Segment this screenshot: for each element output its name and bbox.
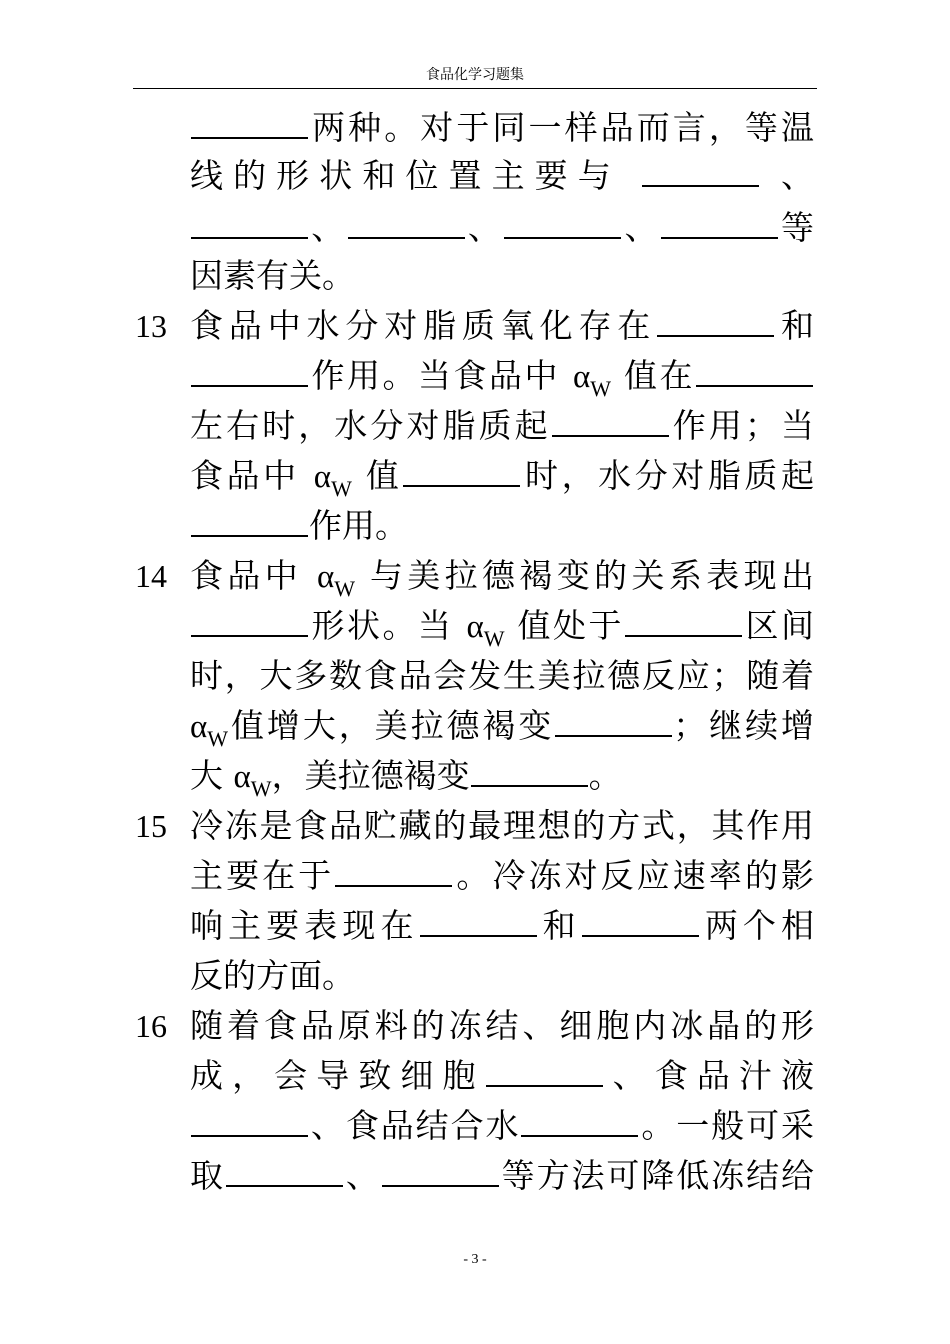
blank[interactable]	[226, 1184, 343, 1187]
blank[interactable]	[191, 1134, 308, 1137]
q13-line-4: 食品中 $\alpha_W$ 值 时，水分对脂质起	[190, 456, 815, 501]
q16-line-3: 、食品结合水 。一般可采	[190, 1101, 814, 1151]
q15-line-1: 冷冻是食品贮藏的最理想的方式，其作用	[190, 806, 814, 845]
blank[interactable]	[625, 634, 742, 637]
q14-line-3: 时，大多数食品会发生美拉德反应；随着	[190, 656, 814, 695]
q15-line-2: 主要在于 。冷冻对反应速率的影	[190, 856, 815, 895]
water-activity-symbol: $\alpha_W$	[466, 609, 505, 651]
water-activity-symbol: $\alpha_W$	[190, 709, 229, 751]
q12-line-1: 两种。对于同一样品而言，等温	[190, 103, 814, 153]
blank[interactable]	[521, 1134, 638, 1137]
blank[interactable]	[191, 634, 308, 637]
water-activity-symbol: $\alpha_W$	[233, 759, 272, 801]
q13-line-1: 食品中水分对脂质氧化存在 和	[190, 306, 815, 345]
q16-line-2: 成，会导致细胞 、食品汁液	[190, 1056, 815, 1095]
blank[interactable]	[504, 236, 621, 239]
q12-line-2: 线的形状和位置主要与 、	[190, 156, 814, 195]
blank[interactable]	[582, 934, 699, 937]
q14-line-5: 大 $\alpha_W$，美拉德褐变 。	[190, 756, 622, 801]
blank[interactable]	[191, 384, 308, 387]
q13-line-3: 左右时，水分对脂质起 作用；当	[190, 406, 815, 445]
q15-line-3: 响主要表现在 和 两个相	[190, 906, 815, 945]
q13-line-5: 作用。	[190, 501, 814, 551]
page-number: - 3 -	[463, 1252, 487, 1267]
question-number: 15	[135, 808, 167, 844]
q13-line-2: 作用。当食品中 $\alpha_W$ 值在	[190, 351, 814, 401]
blank[interactable]	[661, 236, 778, 239]
page-header: 食品化学习题集	[426, 67, 524, 83]
blank[interactable]	[191, 136, 308, 139]
question-number: 16	[135, 1008, 167, 1044]
blank[interactable]	[696, 384, 813, 387]
question-number: 14	[135, 558, 167, 594]
blank[interactable]	[552, 434, 669, 437]
blank[interactable]	[657, 334, 774, 337]
water-activity-symbol: $\alpha_W$	[317, 559, 356, 601]
q16-line-4: 取 、 等方法可降低冻结给	[190, 1156, 815, 1195]
q14-line-1: 食品中 $\alpha_W$ 与美拉德褐变的关系表现出	[190, 556, 815, 601]
blank[interactable]	[191, 236, 308, 239]
blank[interactable]	[403, 484, 520, 487]
water-activity-symbol: $\alpha_W$	[572, 359, 612, 401]
header-rule	[133, 88, 817, 89]
q12-line-3: 、 、 、 等	[190, 203, 814, 253]
blank[interactable]	[335, 884, 452, 887]
blank[interactable]	[382, 1184, 499, 1187]
water-activity-symbol: $\alpha_W$	[313, 459, 352, 501]
q16-line-1: 随着食品原料的冻结、细胞内冰晶的形	[190, 1006, 814, 1045]
q12-line-4: 因素有关。	[190, 256, 355, 295]
blank[interactable]	[420, 934, 537, 937]
blank[interactable]	[471, 784, 588, 787]
blank[interactable]	[642, 184, 759, 187]
q14-line-4: $\alpha_W$值增大，美拉德褐变 ；继续增	[190, 706, 815, 751]
blank[interactable]	[486, 1084, 603, 1087]
q15-line-4: 反的方面。	[190, 956, 355, 995]
blank[interactable]	[348, 236, 465, 239]
blank[interactable]	[191, 534, 308, 537]
blank[interactable]	[555, 734, 672, 737]
q14-line-2: 形状。当 $\alpha_W$ 值处于 区间	[190, 601, 814, 651]
question-number: 13	[135, 308, 167, 344]
